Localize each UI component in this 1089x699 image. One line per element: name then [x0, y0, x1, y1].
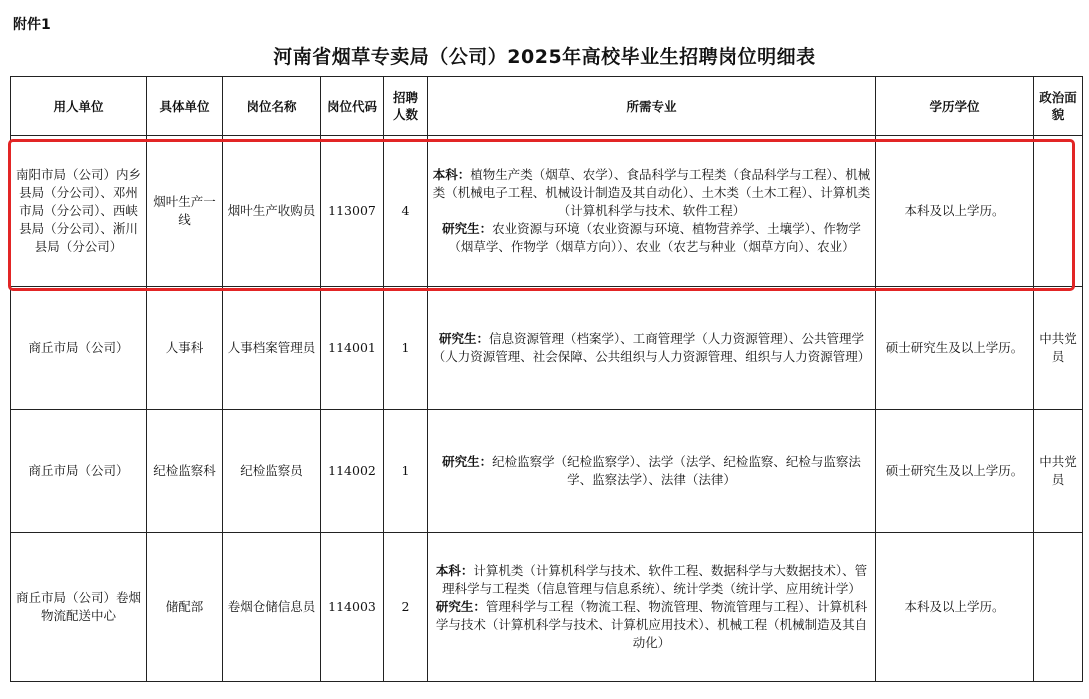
cell-education: 硕士研究生及以上学历。 [876, 410, 1034, 533]
cell-code: 113007 [321, 136, 384, 287]
cell-education: 本科及以上学历。 [876, 136, 1034, 287]
cell-major [428, 410, 876, 533]
major-label-graduate: 研究生： [438, 331, 489, 346]
cell-code: 114001 [321, 287, 384, 410]
cell-political: 中共党员 [1034, 410, 1083, 533]
attachment-label: 附件1 [13, 17, 51, 33]
table-row [11, 136, 1083, 287]
cell-position: 人事档案管理员 [223, 287, 321, 410]
cell-employer: 南阳市局（公司）内乡县局（分公司）、邓州市局（分公司）、西峡县局（分公司）、淅川县局（分公司） [11, 136, 147, 287]
major-text-undergrad: 计算机类（计算机科学与技术、软件工程、数据科学与大数据技术）、管理科学与工程类（信息管理与信息系统）、统计学类（统计学、应用统计学） [442, 563, 868, 596]
header-position: 岗位名称 [223, 77, 321, 136]
cell-count: 1 [384, 287, 428, 410]
cell-position: 烟叶生产收购员 [223, 136, 321, 287]
header-count: 招聘人数 [384, 77, 428, 136]
cell-code: 114002 [321, 410, 384, 533]
header-employer: 用人单位 [11, 77, 147, 136]
cell-education: 硕士研究生及以上学历。 [876, 287, 1034, 410]
major-label-graduate: 研究生： [442, 221, 493, 236]
header-political: 政治面貌 [1034, 77, 1083, 136]
major-label-undergrad: 本科： [432, 167, 471, 182]
major-text-undergrad: 植物生产类（烟草、农学）、食品科学与工程类（食品科学与工程）、机械类（机械电子工程、机械设计制造及其自动化）、土木类（土木工程）、计算机类（计算机科学与技术、软件工程） [432, 167, 871, 218]
cell-political [1034, 136, 1083, 287]
cell-code: 114003 [321, 533, 384, 682]
cell-count: 2 [384, 533, 428, 682]
cell-education: 本科及以上学历。 [876, 533, 1034, 682]
major-text-graduate: 农业资源与环境（农业资源与环境、植物营养学、土壤学）、作物学（烟草学、作物学（烟草方向））、农业（农艺与种业（烟草方向）、农业） [448, 221, 861, 254]
header-dept: 具体单位 [147, 77, 223, 136]
table-row [11, 410, 1083, 533]
cell-employer: 商丘市局（公司）卷烟物流配送中心 [11, 533, 147, 682]
cell-employer: 商丘市局（公司） [11, 410, 147, 533]
cell-position: 卷烟仓储信息员 [223, 533, 321, 682]
cell-count: 4 [384, 136, 428, 287]
major-text-graduate: 管理科学与工程（物流工程、物流管理、物流管理与工程）、计算机科学与技术（计算机科学与技术、计算机应用技术）、机械工程（机械制造及其自动化） [435, 599, 868, 650]
major-text-graduate: 纪检监察学（纪检监察学）、法学（法学、纪检监察、纪检与监察法学、监察法学）、法律（法律） [492, 454, 861, 487]
cell-dept: 烟叶生产一线 [147, 136, 223, 287]
cell-political: 中共党员 [1034, 287, 1083, 410]
cell-employer: 商丘市局（公司） [11, 287, 147, 410]
cell-dept: 人事科 [147, 287, 223, 410]
major-label-graduate: 研究生： [442, 454, 493, 469]
cell-count: 1 [384, 410, 428, 533]
header-major: 所需专业 [428, 77, 876, 136]
recruitment-table [10, 76, 1083, 682]
header-code: 岗位代码 [321, 77, 384, 136]
table-header-row [11, 77, 1083, 136]
cell-major [428, 287, 876, 410]
table-row [11, 533, 1083, 682]
cell-major [428, 136, 876, 287]
cell-position: 纪检监察员 [223, 410, 321, 533]
table-row [11, 287, 1083, 410]
cell-political [1034, 533, 1083, 682]
major-label-graduate: 研究生： [435, 599, 486, 614]
major-text-graduate: 信息资源管理（档案学）、工商管理学（人力资源管理）、公共管理学（人力资源管理、社会保障、公共组织与人力资源管理、组织与人力资源管理） [432, 331, 871, 364]
cell-dept: 纪检监察科 [147, 410, 223, 533]
cell-dept: 储配部 [147, 533, 223, 682]
page-title: 河南省烟草专卖局（公司）2025年高校毕业生招聘岗位明细表 [273, 46, 816, 68]
header-education: 学历学位 [876, 77, 1034, 136]
major-label-undergrad: 本科： [435, 563, 474, 578]
cell-major [428, 533, 876, 682]
